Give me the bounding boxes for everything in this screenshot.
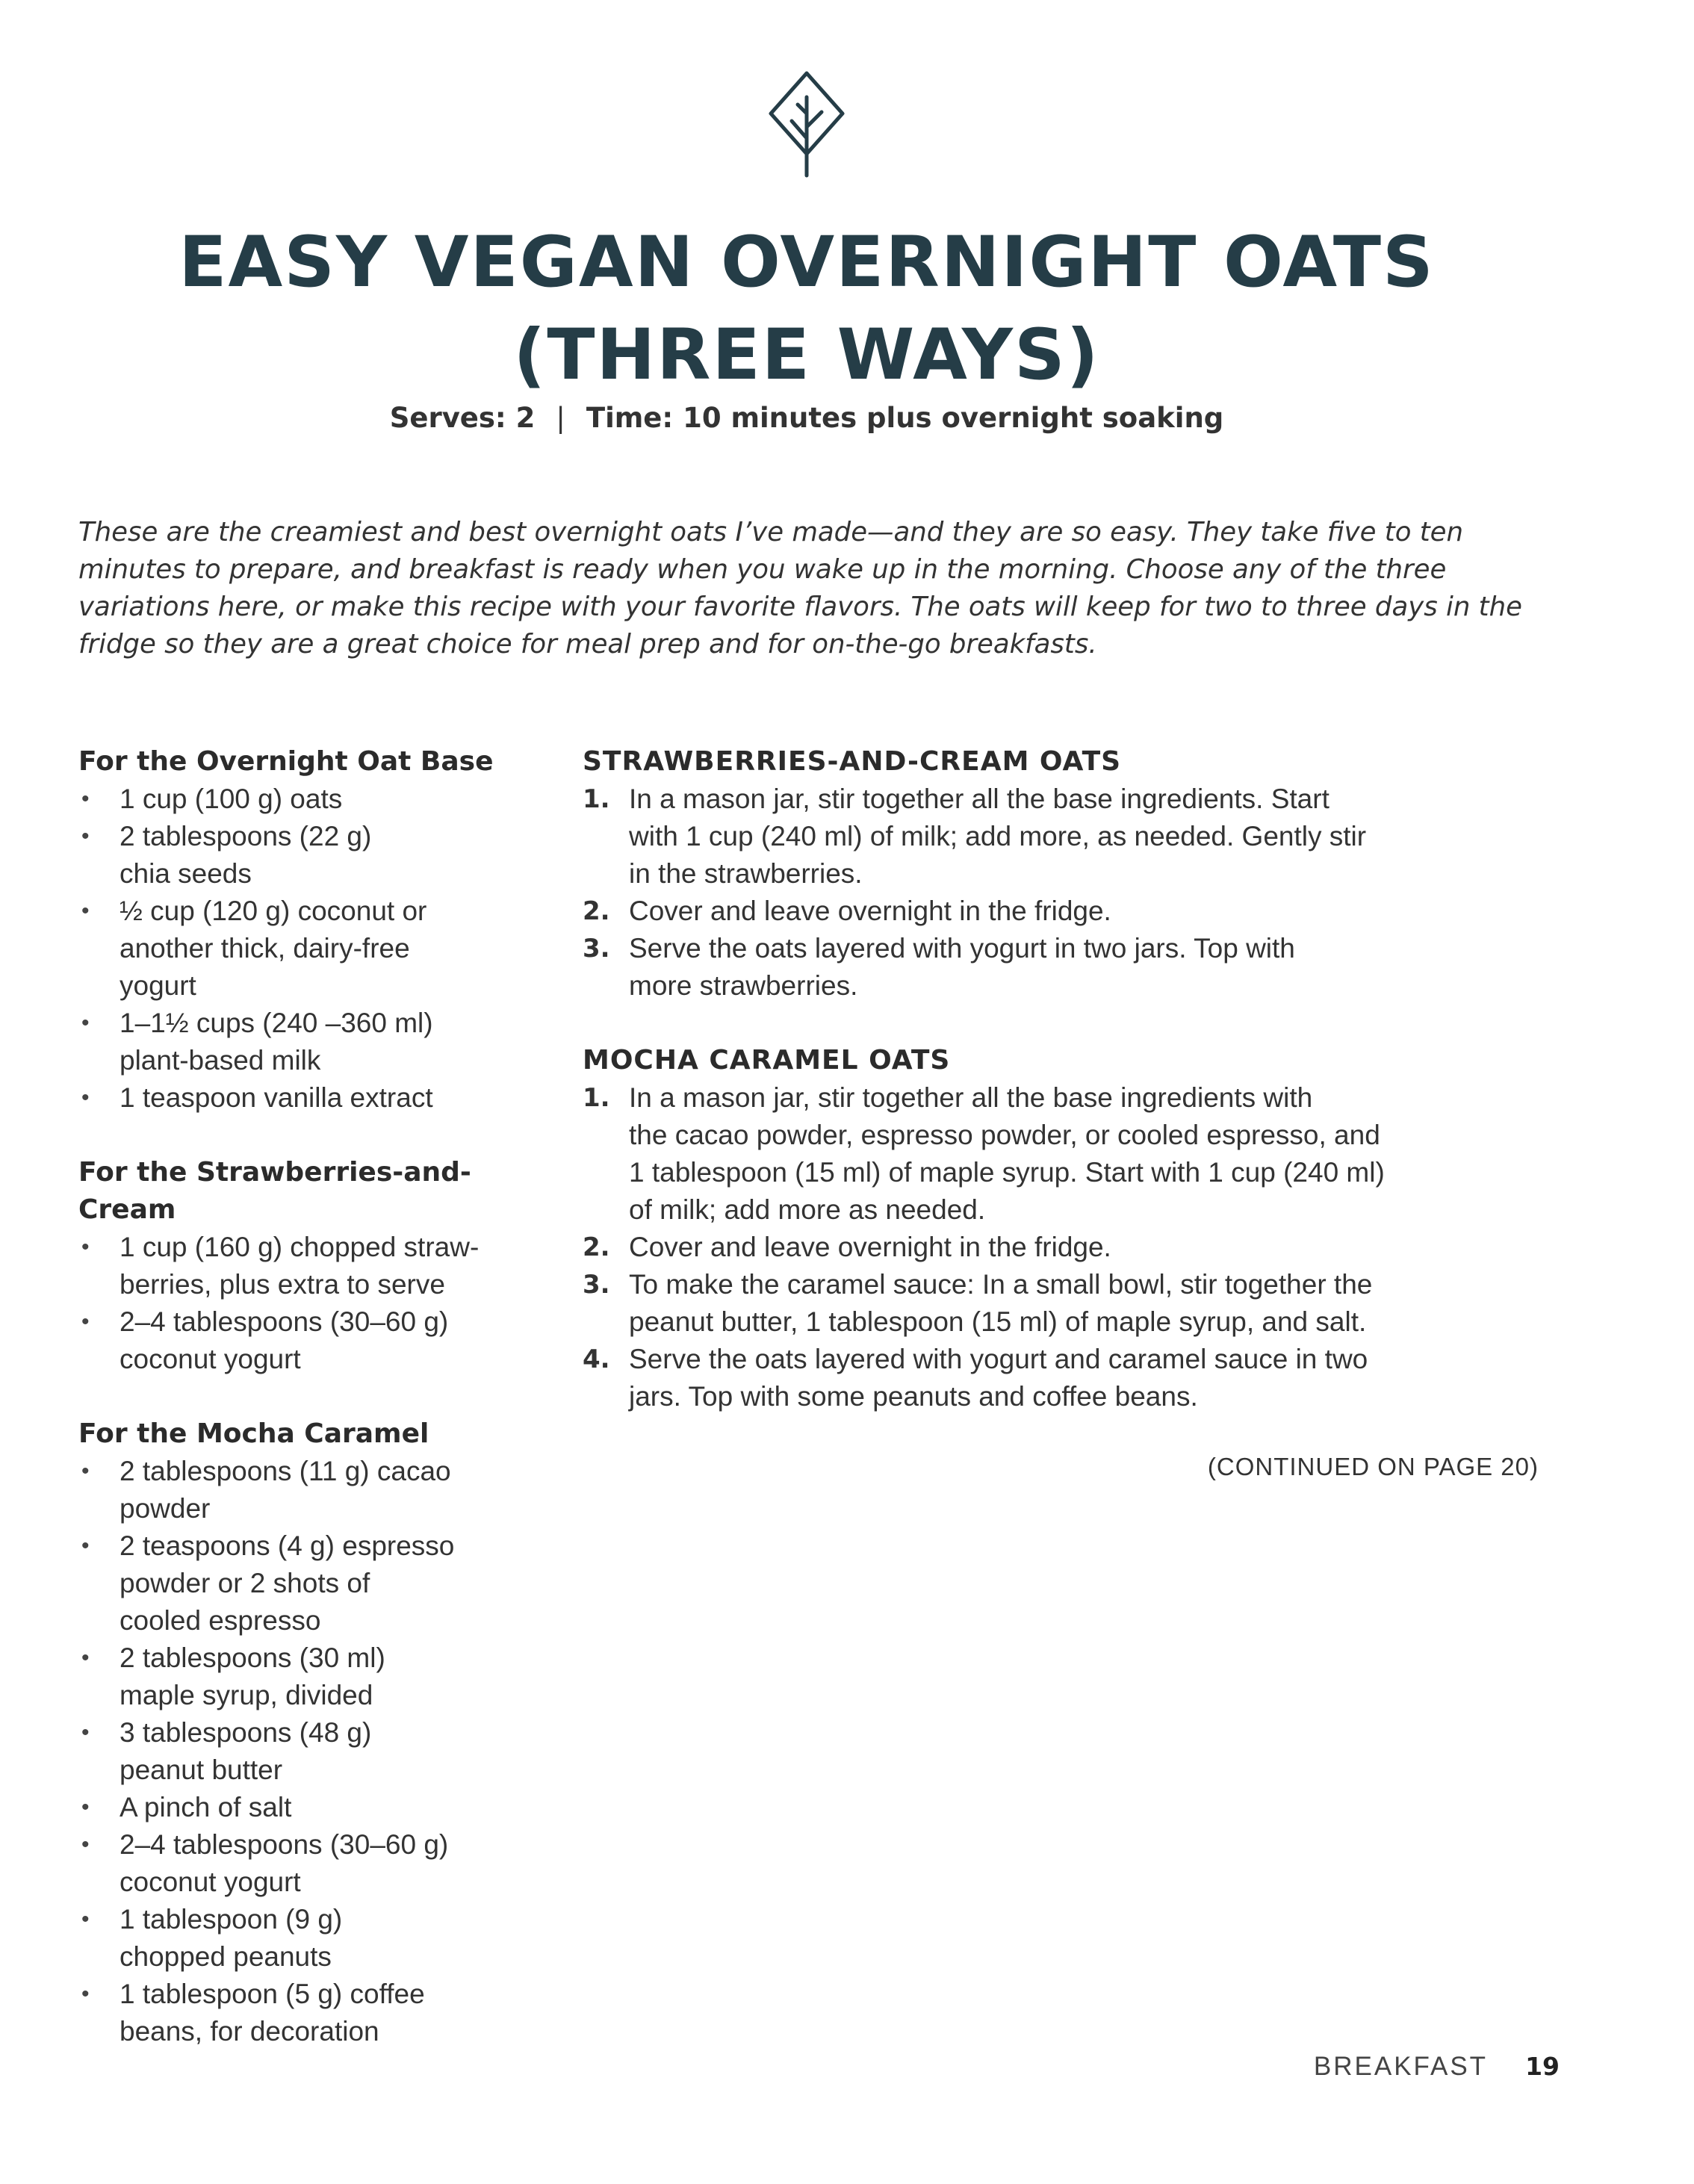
step-line: 1 tablespoon (15 ml) of maple syrup. Start with 1 cup (240 ml) [629, 1157, 1385, 1188]
step-item [583, 781, 1546, 893]
ingredient-line: • ½ cup (120 g) coconut or [120, 896, 427, 926]
step-item [583, 930, 1546, 1005]
ingredient-line: • 3 tablespoons (48 g) [120, 1717, 372, 1748]
step-line: the cacao powder, espresso powder, or cooled espresso, and [629, 1120, 1380, 1150]
ingredient-line: • 1 teaspoon vanilla extract [120, 1082, 433, 1113]
continued-note: (CONTINUED ON PAGE 20) [1207, 1453, 1539, 1480]
ingredient-line: • 1 cup (100 g) oats [120, 784, 343, 814]
step-line: To make the caramel sauce: In a small bowl, stir together the [629, 1269, 1373, 1300]
ingredient-item [78, 1453, 556, 1527]
ingredient-line: peanut butter [120, 1755, 283, 1785]
leaf-icon [762, 67, 851, 179]
ingredient-list [78, 1453, 556, 2050]
step-line: peanut butter, 1 tablespoon (15 ml) of maple syrup, and salt. [629, 1306, 1367, 1337]
title-line-2: (THREE WAYS) [513, 314, 1100, 396]
time-text: Time: 10 minutes plus overnight soaking [586, 402, 1224, 434]
recipe-variation [583, 743, 1546, 1005]
ingredient-item [78, 1714, 556, 1789]
ingredient-line: another thick, dairy-free [120, 933, 410, 964]
step-line: jars. Top with some peanuts and coffee beans. [629, 1381, 1198, 1412]
step-line: In a mason jar, stir together all the base ingredients with [629, 1082, 1313, 1113]
ingredient-line: • 2 tablespoons (30 ml) [120, 1642, 385, 1673]
step-line: In a mason jar, stir together all the base ingredients. Start [629, 784, 1330, 814]
step-line: Cover and leave overnight in the fridge. [629, 896, 1111, 926]
step-line: with 1 cup (240 ml) of milk; add more, as needed. Gently stir [629, 821, 1367, 851]
ingredient-item [78, 1789, 556, 1826]
ingredient-line: berries, plus extra to serve [120, 1269, 445, 1300]
ingredient-group-title: For the Overnight Oat Base [78, 746, 494, 777]
ingredient-group [78, 743, 556, 1117]
step-number: 1. [583, 1083, 610, 1113]
footer-section: BREAKFAST [1313, 2052, 1489, 2081]
step-line: in the strawberries. [629, 858, 863, 889]
step-item [583, 1341, 1546, 1415]
serves-text: Serves: 2 [389, 402, 536, 434]
step-line: Cover and leave overnight in the fridge. [629, 1232, 1111, 1262]
ingredient-line: • 2 teaspoons (4 g) espresso [120, 1530, 455, 1561]
ingredient-line: • A pinch of salt [120, 1792, 292, 1822]
intro-paragraph: These are the creamiest and best overnight oats I’ve made—and they are so easy. They take five to ten minutes to prepare, and breakfast is ready when you wake up in the morning. Choose any of the three variations here, or make this recipe with your favorite flavors. The oats will keep for two to three days in the fridge so they are a great choice for meal prep and for on-the-go breakfasts. [78, 517, 1522, 660]
ingredient-line: powder [120, 1493, 211, 1524]
ingredient-line: • 2 tablespoons (11 g) cacao [120, 1456, 451, 1486]
instructions-column [583, 743, 1546, 1481]
step-list [583, 1079, 1546, 1415]
ingredient-line: • 2–4 tablespoons (30–60 g) [120, 1306, 449, 1337]
ingredient-line: • 1 cup (160 g) chopped straw- [120, 1232, 480, 1262]
step-number: 1. [583, 784, 610, 814]
recipe-variation-title: STRAWBERRIES-AND-CREAM OATS [583, 746, 1122, 777]
ingredient-line: • 1 tablespoon (5 g) coffee [120, 1979, 425, 2009]
ingredient-group [78, 1415, 556, 2050]
ingredient-item [78, 818, 556, 893]
step-line: more strawberries. [629, 970, 858, 1001]
ingredient-line: beans, for decoration [120, 2016, 379, 2047]
title-line-1: EASY VEGAN OVERNIGHT OATS [179, 222, 1435, 303]
ingredient-line: • 2–4 tablespoons (30–60 g) [120, 1829, 449, 1860]
ingredient-item [78, 1079, 556, 1117]
step-line: Serve the oats layered with yogurt in two jars. Top with [629, 933, 1295, 964]
ingredient-item [78, 1303, 556, 1378]
recipe-variation [583, 1042, 1546, 1415]
ingredient-item [78, 893, 556, 1005]
step-item [583, 1079, 1546, 1229]
recipe-meta [0, 402, 1613, 434]
meta-separator: | [556, 402, 565, 434]
ingredient-line: coconut yogurt [120, 1344, 301, 1374]
ingredient-line: chopped peanuts [120, 1941, 332, 1972]
ingredient-group [78, 1154, 556, 1378]
step-item [583, 893, 1546, 930]
page-footer [1314, 2052, 1560, 2082]
step-item [583, 1266, 1546, 1341]
ingredient-item [78, 781, 556, 818]
recipe-variation-title: MOCHA CARAMEL OATS [583, 1045, 951, 1076]
ingredient-item [78, 1005, 556, 1079]
ingredient-item [78, 1976, 556, 2050]
step-number: 2. [583, 1232, 610, 1262]
step-number: 3. [583, 934, 610, 964]
step-number: 3. [583, 1270, 610, 1300]
ingredients-column [78, 743, 556, 2088]
step-item [583, 1229, 1546, 1266]
ingredient-line: yogurt [120, 970, 196, 1001]
page-title [0, 217, 1613, 402]
ingredient-line: • 2 tablespoons (22 g) [120, 821, 372, 851]
ingredient-list [78, 1229, 556, 1378]
ingredient-line: chia seeds [120, 858, 252, 889]
ingredient-list [78, 781, 556, 1117]
ingredient-item [78, 1639, 556, 1714]
ingredient-line: plant-based milk [120, 1045, 321, 1076]
step-list [583, 781, 1546, 1005]
ingredient-line: maple syrup, divided [120, 1680, 373, 1710]
ingredient-line: powder or 2 shots of [120, 1568, 370, 1598]
ingredient-item [78, 1527, 556, 1639]
ingredient-line: • 1 tablespoon (9 g) [120, 1904, 343, 1935]
step-number: 2. [583, 896, 610, 926]
ingredient-line: • 1–1½ cups (240 –360 ml) [120, 1008, 433, 1038]
ingredient-item [78, 1901, 556, 1976]
ingredient-line: cooled espresso [120, 1605, 321, 1636]
step-line: of milk; add more as needed. [629, 1194, 986, 1225]
step-number: 4. [583, 1344, 610, 1374]
ingredient-item [78, 1229, 556, 1303]
page-number: 19 [1525, 2052, 1560, 2081]
ingredient-group-title: For the Mocha Caramel [78, 1418, 429, 1449]
step-line: Serve the oats layered with yogurt and caramel sauce in two [629, 1344, 1368, 1374]
ingredient-group-title: For the Strawberries-and-Cream [78, 1157, 471, 1225]
ingredient-line: coconut yogurt [120, 1867, 301, 1897]
ingredient-item [78, 1826, 556, 1901]
